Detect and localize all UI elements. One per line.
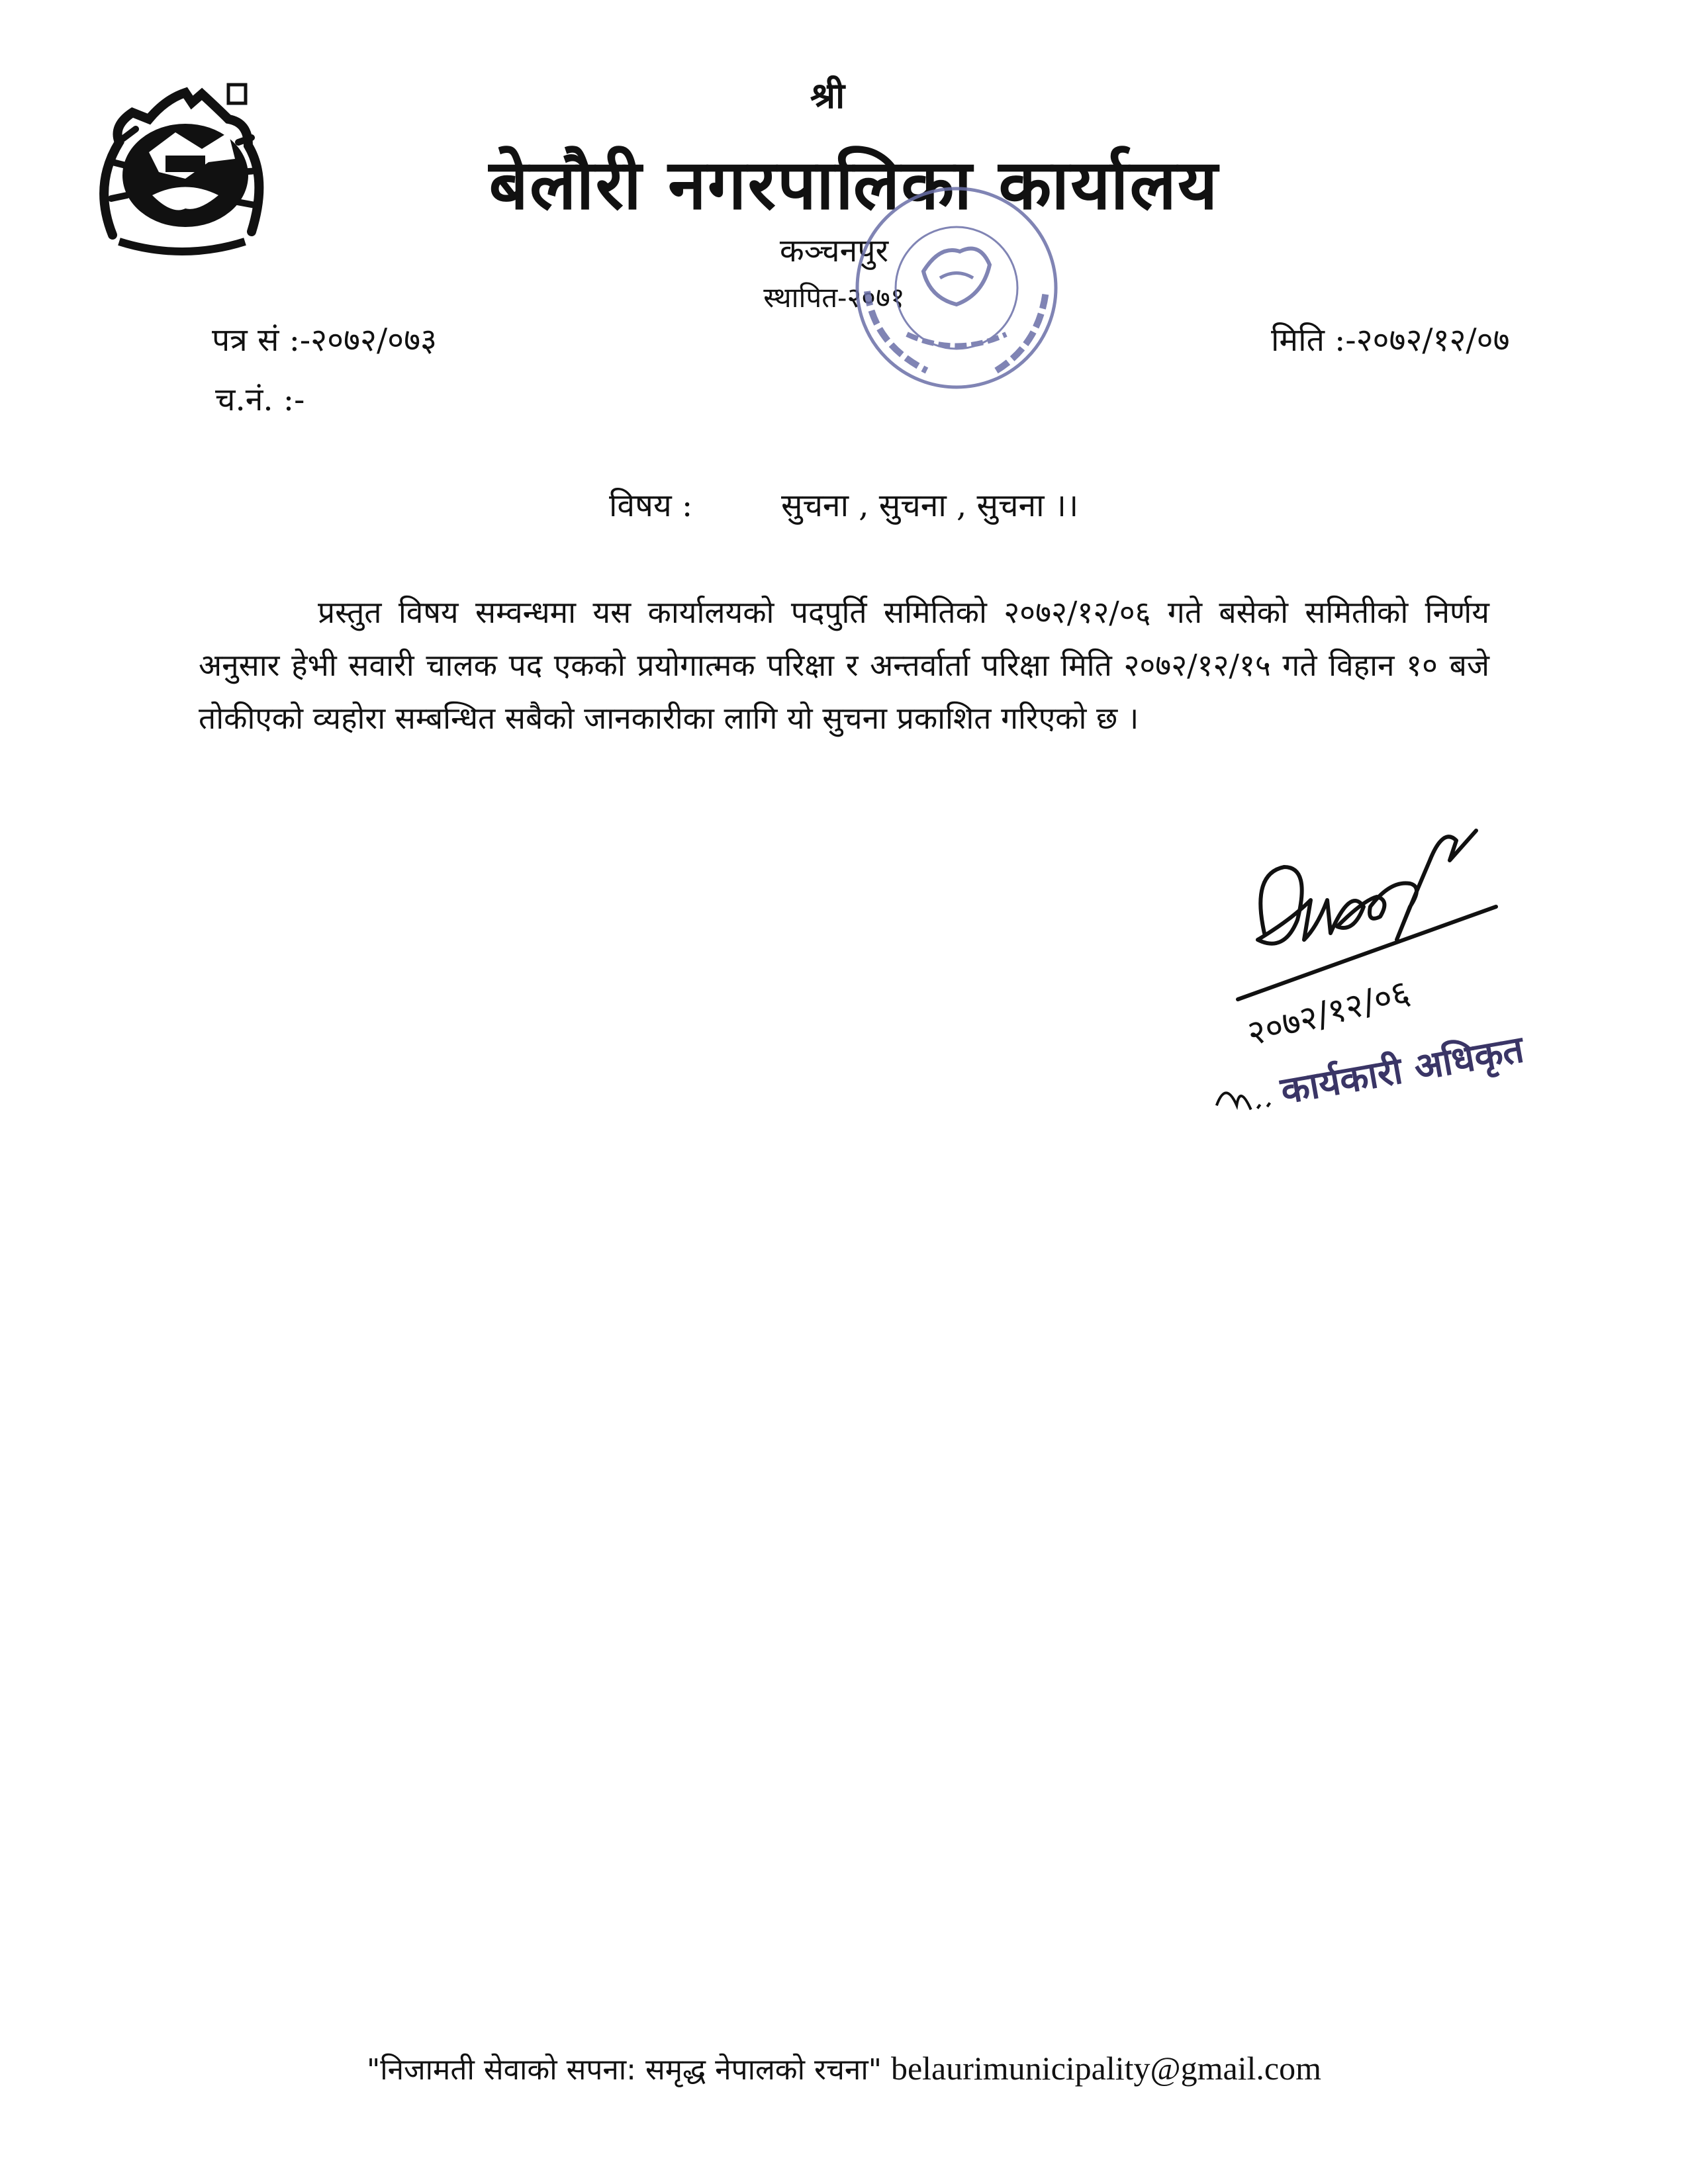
district-name: कञ्चनपुर (779, 232, 889, 269)
reference-number: पत्र सं :-२०७२/०७३ (212, 322, 438, 359)
subject-text: सुचना , सुचना , सुचना ।। (781, 487, 1079, 524)
svg-text:२०७२/१२/०६: २०७२/१२/०६ (1243, 972, 1415, 1054)
footer (225, 2048, 1463, 2088)
dispatch-number: च.नं. :- (215, 381, 305, 418)
office-title: बेलौरी नगरपालिका कार्यालय (489, 144, 1219, 225)
footer-email: belaurimunicipality@gmail.com (890, 2050, 1322, 2087)
signature-block (1211, 801, 1582, 1145)
government-emblem-icon (86, 79, 278, 258)
footer-motto: "निजामती सेवाको सपना: समृद्ध नेपालको रचना" (366, 2053, 882, 2087)
notice-body: प्रस्तुत विषय सम्वन्धमा यस कार्यालयको पदपुर्ति समितिको २०७२/१२/०६ गते बसेको समितीको निर्णय अनुसार हेभी सवारी चालक पद एकको प्रयोगात्मक परिक्षा र अन्तर्वार्ता परिक्षा मिति २०७२/१२/१५ गते विहान १० बजे तोकीएको व्यहोरा सम्बन्धित सबैको जानकारीका लागि यो सुचना प्रकाशित गरिएको छ । (199, 594, 1489, 736)
office-seal (847, 179, 1066, 397)
honorific: श्री (810, 74, 845, 116)
letter-date: मिति :-२०७२/१२/०७ (1271, 322, 1510, 359)
subject-label: विषय : (609, 487, 693, 524)
established-year: स्थापित-२०७१ (763, 281, 905, 314)
svg-text:कार्यकारी अधिकृत: कार्यकारी अधिकृत (1278, 1028, 1527, 1113)
